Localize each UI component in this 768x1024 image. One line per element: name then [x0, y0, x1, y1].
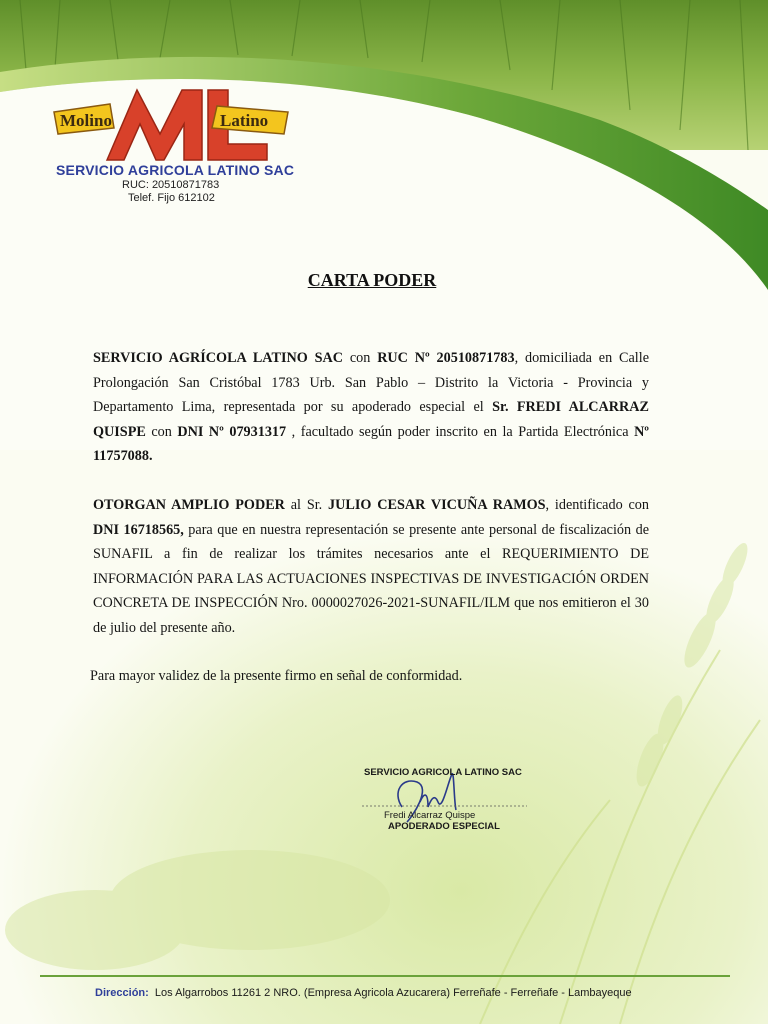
footer-label: Dirección: — [95, 987, 149, 999]
text-segment: para que en nuestra representación se presente ante personal de fiscalización de SUNAFIL a fin de realizar los trámites necesarios ante el REQUERIMIENTO DE INFORMACIÓN PARA LAS ACTUACIONES INSPECTIVAS DE INVESTIGACIÓN ORDEN CONCRETA DE INSPECCIÓN Nro. 0000027026-2021-SUNAFIL/ILM que nos emitieron el 30 de julio del presente año. — [93, 521, 649, 636]
text-segment: DNI 16718565, — [93, 521, 184, 538]
text-segment: Nº 11757088. — [93, 423, 649, 464]
paragraph-grant — [93, 493, 649, 640]
paragraph-grantor — [93, 346, 649, 469]
text-segment: OTORGAN AMPLIO PODER — [93, 497, 285, 513]
document-title: CARTA PODER — [307, 270, 437, 290]
company-phone: Telef. Fijo 612102 — [128, 192, 215, 204]
text-segment: JULIO CESAR VICUÑA RAMOS — [328, 497, 546, 513]
paragraph-closing: Para mayor validez de la presente firmo en señal de conformidad. — [90, 668, 463, 684]
text-segment: , domiciliada en Calle Prolongación San Cristóbal 1783 Urb. San Pablo – Distrito la Victoria - Provincia y Departamento Lima, representada por su apoderado especial el — [93, 350, 649, 415]
signature-role: APODERADO ESPECIAL — [388, 821, 500, 832]
footer-address-text: Los Algarrobos 11261 2 NRO. (Empresa Agricola Azucarera) Ferreñafe - Ferreñafe - Lambayeque — [154, 987, 632, 999]
company-name: SERVICIO AGRICOLA LATINO SAC — [56, 162, 295, 178]
footer-address — [95, 987, 632, 999]
text-segment: Sr. FREDI ALCARRAZ QUISPE — [93, 399, 649, 440]
text-segment: al Sr. — [284, 497, 329, 513]
logo-word-left: Molino — [60, 111, 112, 130]
signature-name: Fredi Alcarraz Quispe — [384, 810, 476, 821]
text-segment: RUC Nº 20510871783 — [377, 350, 515, 366]
text-segment: con — [343, 350, 378, 366]
text-segment: con — [145, 423, 178, 440]
company-ruc: RUC: 20510871783 — [122, 179, 220, 191]
text-segment: , identificado con — [545, 497, 649, 513]
text-segment: SERVICIO AGRÍCOLA LATINO SAC — [93, 350, 343, 366]
signature-company: SERVICIO AGRICOLA LATINO SAC — [364, 767, 522, 778]
logo-word-right: Latino — [220, 111, 269, 130]
text-segment: , facultado según poder inscrito en la Partida Electrónica — [286, 423, 635, 440]
text-segment: DNI Nº 07931317 — [177, 423, 287, 440]
